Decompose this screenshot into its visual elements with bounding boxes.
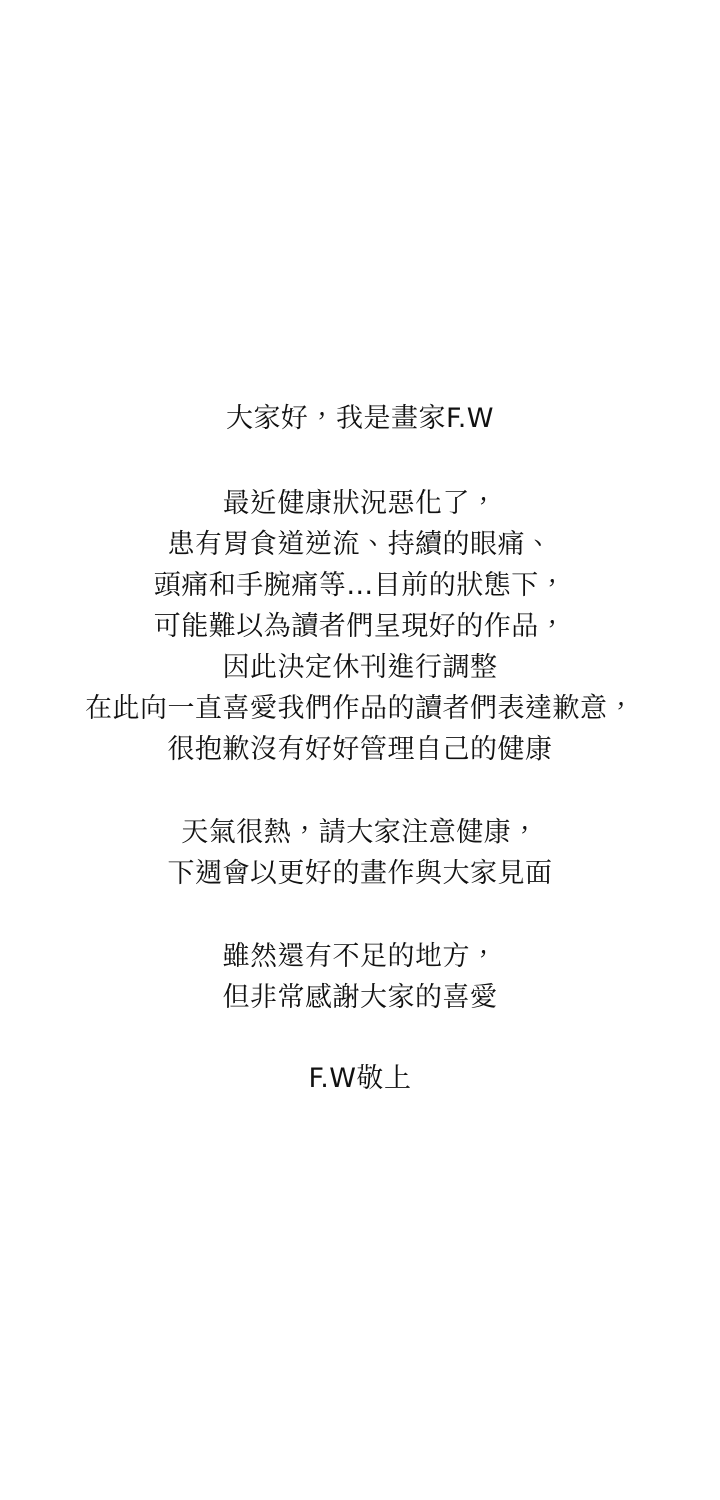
body-line-4: 可能難以為讀者們呈現好的作品， [153,611,567,642]
body-line-7: 很抱歉沒有好好管理自己的健康 [167,734,553,765]
body-line-9: 下週會以更好的畫作與大家見面 [167,858,553,889]
notice-text-block [0,398,720,1099]
spacer-after-greeting [0,439,720,483]
body-paragraph-2 [0,812,720,894]
body-line-1: 最近健康狀況惡化了， [222,488,498,519]
body-line-3: 頭痛和手腕痛等…目前的狀態下， [153,570,567,601]
spacer-before-signature [0,1018,720,1058]
body-line-6: 在此向一直喜愛我們作品的讀者們表達歉意， [85,693,635,724]
signature-line: F.W敬上 [308,1063,412,1094]
body-line-8: 天氣很熱，請大家注意健康， [181,817,539,848]
spacer-after-paragraph-2 [0,894,720,936]
greeting-line: 大家好，我是畫家F.W [226,403,494,434]
body-paragraph-1 [0,483,720,770]
body-line-5: 因此決定休刊進行調整 [222,652,498,683]
body-line-10: 雖然還有不足的地方， [222,941,498,972]
body-line-11: 但非常感謝大家的喜愛 [222,982,498,1013]
body-line-2: 患有胃食道逆流、持續的眼痛、 [167,529,553,560]
greeting-paragraph [0,398,720,439]
spacer-after-paragraph-1 [0,770,720,812]
body-paragraph-3 [0,936,720,1018]
signature-paragraph [0,1058,720,1099]
